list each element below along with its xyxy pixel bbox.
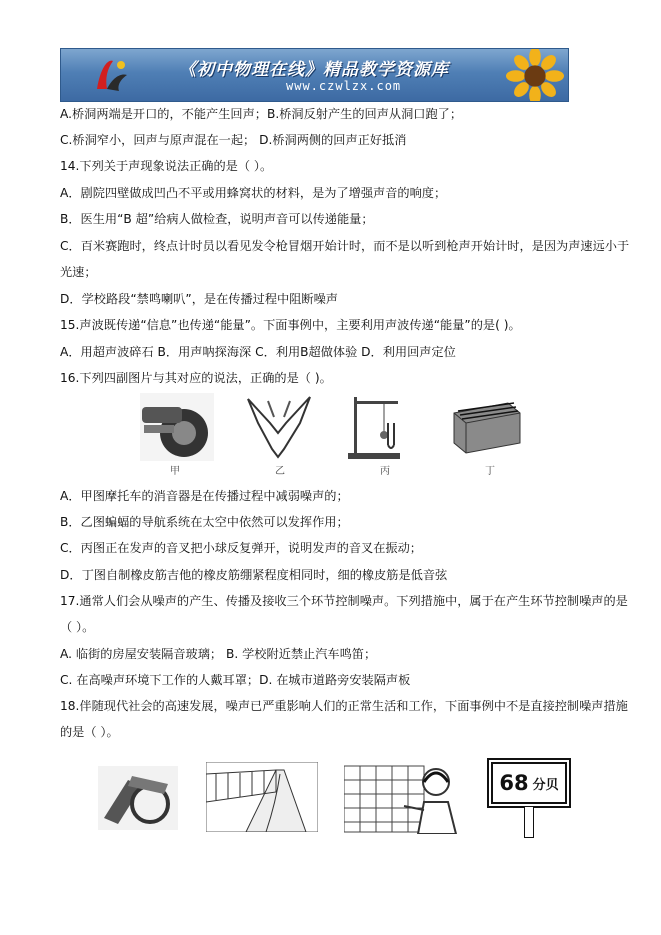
bat-figure (240, 393, 318, 461)
text-line: （ ）。 (60, 620, 95, 634)
muffler-figure (98, 766, 178, 830)
text-line: C．丙图正在发声的音叉把小球反复弹开，说明发声的音叉在振动； (60, 541, 422, 555)
sunflower-icon (506, 48, 564, 102)
text-line: C. 在高噪声环境下工作的人戴耳罩；D. 在城市道路旁安装隔声板 (60, 673, 411, 687)
text-line: A. 临街的房屋安装隔音玻璃； B. 学校附近禁止汽车鸣笛； (60, 647, 377, 661)
tuning-fork-figure (344, 393, 404, 461)
text-line: A．甲图摩托车的消音器是在传播过程中减弱噪声的； (60, 489, 349, 503)
highway-barrier-figure (206, 762, 318, 832)
header-banner (60, 48, 569, 102)
question-18: 18.伴随现代社会的高速发展，噪声已严重影响人们的正常生活和工作，下面事例中不是直接控制噪声措施 (60, 699, 628, 713)
banner-url: www.czwlzx.com (286, 79, 402, 93)
banner-title: 《初中物理在线》精品教学资源库 (179, 60, 449, 80)
ear-muffs-figure (344, 762, 460, 834)
text-line: A.桥洞两端是开口的，不能产生回声；B.桥洞反射产生的回声从洞口跑了； (60, 107, 463, 121)
motorcycle-figure (140, 393, 214, 461)
text-line: D．学校路段“禁鸣喇叭”，是在传播过程中阻断噪声 (60, 292, 338, 306)
question-16: 16.下列四副图片与其对应的说法，正确的是（ )。 (60, 371, 332, 385)
text-line: A．用超声波碎石 B．用声呐探海深 C．利用B超做体验 D．利用回声定位 (60, 345, 456, 359)
site-logo-icon (91, 55, 131, 95)
caption-bing: 丙 (380, 466, 390, 477)
caption-yi: 乙 (275, 466, 285, 477)
text-line: C．百米赛跑时，终点计时员以看见发令枪冒烟开始计时，而不是以听到枪声开始计时，是因为声速远小于 (60, 239, 630, 253)
question-15: 15.声波既传递“信息”也传递“能量”。下面事例中，主要利用声波传递“能量”的是( )。 (60, 318, 521, 332)
question-17: 17.通常人们会从噪声的产生、传播及接收三个环节控制噪声。下列措施中，属于在产生环节控制噪声的是 (60, 594, 628, 608)
text-line: C.桥洞窄小，回声与原声混在一起； D.桥洞两侧的回声正好抵消 (60, 133, 407, 147)
text-line: 光速； (60, 265, 97, 279)
text-line: B．医生用“B 超”给病人做检查，说明声音可以传递能量； (60, 212, 374, 226)
text-line: D．丁图自制橡皮筋吉他的橡皮筋绷紧程度相同时，细的橡皮筋是低音弦 (60, 568, 448, 582)
noise-level-value: 68 (499, 771, 529, 795)
text-line: B．乙图蝙蝠的导航系统在太空中依然可以发挥作用； (60, 515, 349, 529)
question-14: 14.下列关于声现象说法正确的是（ ）。 (60, 159, 273, 173)
caption-jia: 甲 (170, 466, 180, 477)
text-line: 的是（ ）。 (60, 725, 119, 739)
rubber-band-guitar-figure (448, 393, 524, 461)
noise-meter-sign (487, 758, 571, 838)
noise-level-unit: 分贝 (532, 777, 559, 793)
caption-ding: 丁 (485, 466, 495, 477)
text-line: A．剧院四壁做成凹凸不平或用蜂窝状的材料，是为了增强声音的响度； (60, 186, 447, 200)
